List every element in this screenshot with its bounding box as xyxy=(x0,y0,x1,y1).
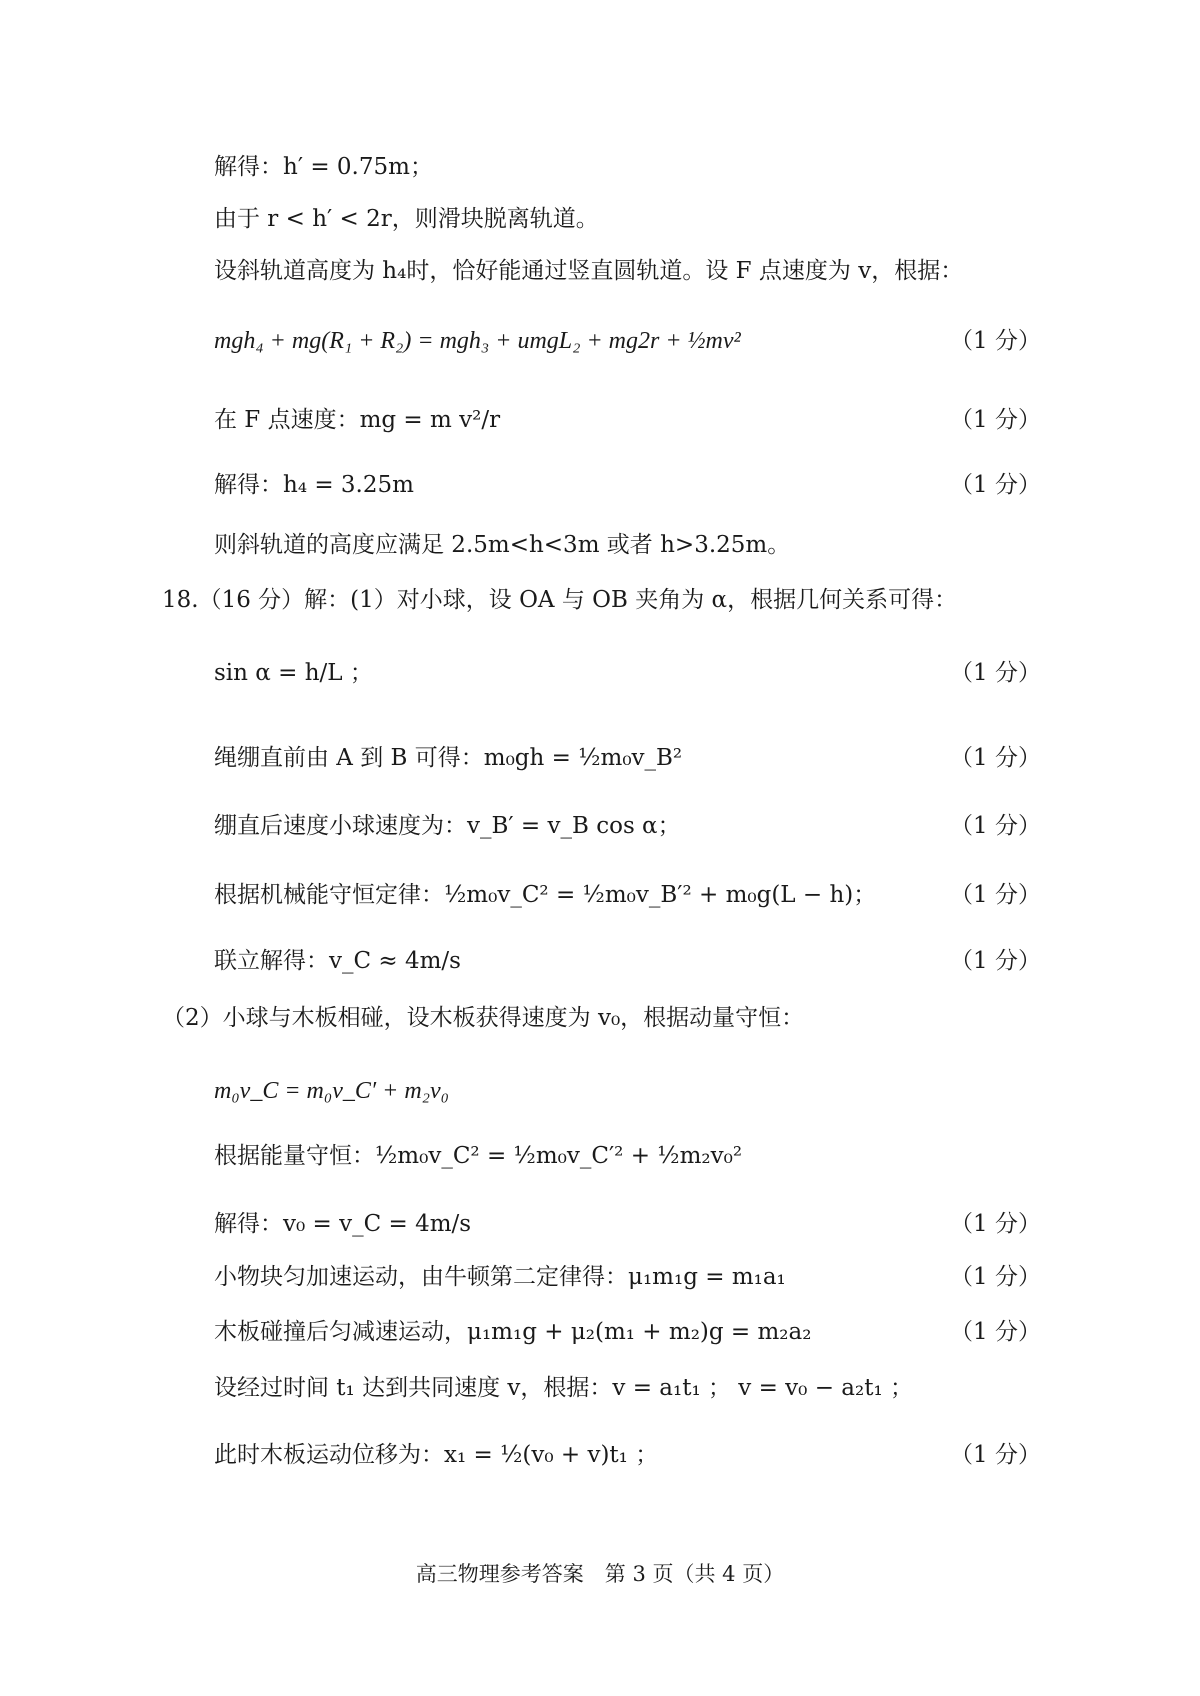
line-text: 设斜轨道高度为 h₄时，恰好能通过竖直圆轨道。设 F 点速度为 v，根据： xyxy=(214,258,964,284)
line-text: 18.（16 分）解：(1）对小球，设 OA 与 OB 夹角为 α，根据几何关系可得： xyxy=(162,587,958,613)
line-score: （1 分） xyxy=(950,1319,1041,1345)
line-score: （1 分） xyxy=(950,1211,1041,1237)
line-text: 设经过时间 t₁ 达到共同速度 v，根据：v = a₁t₁ ； v = v₀ − a₂t₁ ； xyxy=(214,1375,913,1401)
line-text: 根据能量守恒：½m₀v_C² = ½m₀v_C′² + ½m₂v₀² xyxy=(214,1143,743,1169)
line-text: 解得：v₀ = v_C = 4m/s xyxy=(214,1211,472,1237)
line-score: （1 分） xyxy=(950,813,1041,839)
line-text: 绷直后速度小球速度为：v_B′ = v_B cos α； xyxy=(214,813,681,839)
line-text: 木板碰撞后匀减速运动，μ₁m₁g + μ₂(m₁ + m₂)g = m₂a₂ xyxy=(214,1319,812,1345)
line-score: （1 分） xyxy=(950,745,1041,771)
line-text: 解得：h₄ = 3.25m xyxy=(214,472,414,498)
line-text: sin α = h/L ； xyxy=(214,660,373,686)
page-footer: 高三物理参考答案 第 3 页（共 4 页） xyxy=(415,1562,785,1586)
equation-text: mgh₄ + mg(R₁ + R₂) = mgh₃ + umgL₂ + mg2r + ½mv² xyxy=(214,328,741,354)
line-text: 解得：h′ = 0.75m； xyxy=(214,154,433,180)
line-score: （1 分） xyxy=(950,1264,1041,1290)
line-score: （1 分） xyxy=(950,472,1041,498)
line-text: 联立解得：v_C ≈ 4m/s xyxy=(214,948,461,974)
line-text: 则斜轨道的高度应满足 2.5m<h<3m 或者 h>3.25m。 xyxy=(214,532,791,558)
line-score: （1 分） xyxy=(950,660,1041,686)
line-text: 在 F 点速度：mg = m v²/r xyxy=(214,407,501,433)
equation-text: m₀v_C = m₀v_C′ + m₂v₀ xyxy=(214,1078,449,1104)
line-score: （1 分） xyxy=(950,948,1041,974)
line-text: 小物块匀加速运动，由牛顿第二定律得：μ₁m₁g = m₁a₁ xyxy=(214,1264,786,1290)
line-score: （1 分） xyxy=(950,328,1041,354)
line-text: （2）小球与木板相碰，设木板获得速度为 v₀，根据动量守恒： xyxy=(162,1005,805,1031)
line-score: （1 分） xyxy=(950,407,1041,433)
line-text: 此时木板运动位移为：x₁ = ½(v₀ + v)t₁ ； xyxy=(214,1442,659,1468)
line-text: 由于 r < h′ < 2r，则滑块脱离轨道。 xyxy=(214,206,599,232)
line-text: 绳绷直前由 A 到 B 可得：m₀gh = ½m₀v_B² xyxy=(214,745,683,771)
line-score: （1 分） xyxy=(950,1442,1041,1468)
line-text: 根据机械能守恒定律：½m₀v_C² = ½m₀v_B′² + m₀g(L − h)； xyxy=(214,882,877,908)
line-score: （1 分） xyxy=(950,882,1041,908)
